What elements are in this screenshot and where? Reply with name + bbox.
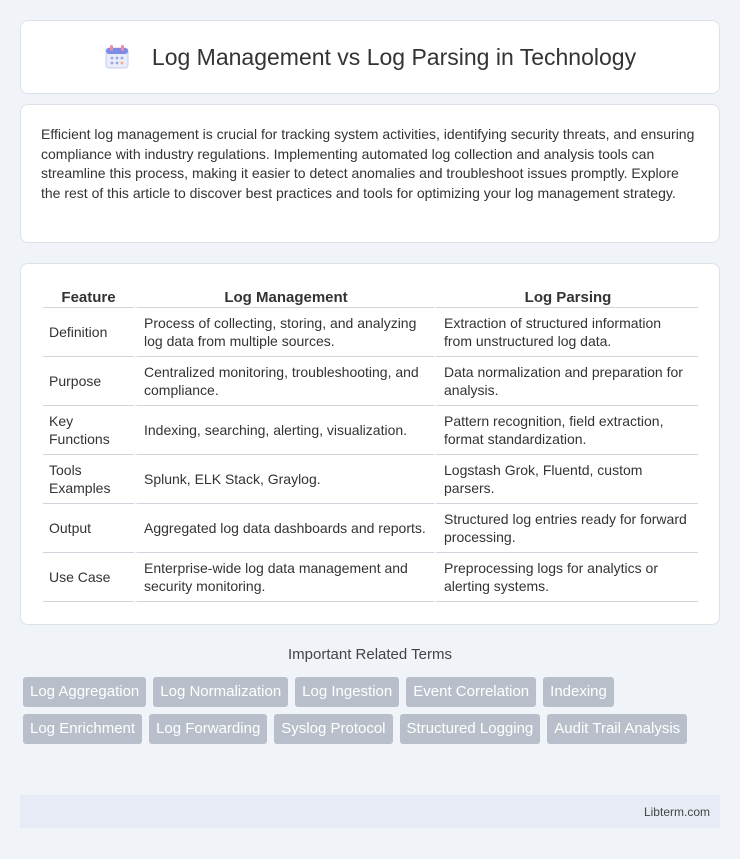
cell-feature: Key Functions — [43, 406, 134, 455]
tag-structured-logging[interactable]: Structured Logging — [400, 714, 541, 744]
table-header-row — [43, 285, 698, 308]
cell-log-parsing: Logstash Grok, Fluentd, custom parsers. — [434, 455, 698, 504]
table-row — [43, 455, 698, 504]
calendar-icon — [104, 44, 130, 70]
cell-feature: Use Case — [43, 553, 134, 602]
tag-log-normalization[interactable]: Log Normalization — [153, 677, 288, 707]
cell-feature: Tools Examples — [43, 455, 134, 504]
tag-indexing[interactable]: Indexing — [543, 677, 614, 707]
cell-log-parsing: Pattern recognition, field extraction, format standardization. — [434, 406, 698, 455]
table-row — [43, 406, 698, 455]
comparison-table — [43, 285, 698, 602]
related-terms-title: Important Related Terms — [288, 646, 452, 663]
intro-card — [20, 104, 720, 243]
tag-log-aggregation[interactable]: Log Aggregation — [23, 677, 146, 707]
cell-log-management: Centralized monitoring, troubleshooting, and compliance. — [134, 357, 434, 406]
cell-log-parsing: Preprocessing logs for analytics or alerting systems. — [434, 553, 698, 602]
footer-brand[interactable]: Libterm.com — [643, 804, 710, 819]
related-terms-list — [23, 677, 703, 751]
tag-log-enrichment[interactable]: Log Enrichment — [23, 714, 142, 744]
header-log-parsing: Log Parsing — [434, 285, 698, 308]
table-row — [43, 553, 698, 602]
header-log-management: Log Management — [134, 285, 434, 308]
tag-syslog-protocol[interactable]: Syslog Protocol — [274, 714, 392, 744]
tag-audit-trail-analysis[interactable]: Audit Trail Analysis — [547, 714, 687, 744]
cell-log-parsing: Extraction of structured information from unstructured log data. — [434, 308, 698, 357]
tag-log-forwarding[interactable]: Log Forwarding — [149, 714, 267, 744]
header-feature: Feature — [43, 285, 134, 308]
tag-event-correlation[interactable]: Event Correlation — [406, 677, 536, 707]
cell-log-management: Aggregated log data dashboards and reports. — [134, 504, 434, 553]
table-row — [43, 357, 698, 406]
comparison-card — [20, 263, 720, 625]
cell-log-management: Process of collecting, storing, and analyzing log data from multiple sources. — [134, 308, 434, 357]
cell-feature: Purpose — [43, 357, 134, 406]
header-card — [20, 20, 720, 94]
cell-feature: Output — [43, 504, 134, 553]
cell-log-management: Enterprise-wide log data management and security monitoring. — [134, 553, 434, 602]
page-title: Log Management vs Log Parsing in Technology — [151, 43, 637, 70]
cell-log-management: Splunk, ELK Stack, Graylog. — [134, 455, 434, 504]
cell-log-parsing: Structured log entries ready for forward processing. — [434, 504, 698, 553]
table-row — [43, 308, 698, 357]
footer — [20, 795, 720, 828]
tag-log-ingestion[interactable]: Log Ingestion — [295, 677, 399, 707]
intro-text: Efficient log management is crucial for tracking system activities, identifying security threats, and ensuring compliance with industry regulations. Implementing automated log collection and analysis tools can streamline this process, making it easier to detect anomalies and troubleshoot issues promptly. Explore the rest of this article to discover best practices and tools for optimizing your log management strategy. — [41, 126, 695, 201]
table-row — [43, 504, 698, 553]
cell-feature: Definition — [43, 308, 134, 357]
cell-log-parsing: Data normalization and preparation for analysis. — [434, 357, 698, 406]
cell-log-management: Indexing, searching, alerting, visualization. — [134, 406, 434, 455]
